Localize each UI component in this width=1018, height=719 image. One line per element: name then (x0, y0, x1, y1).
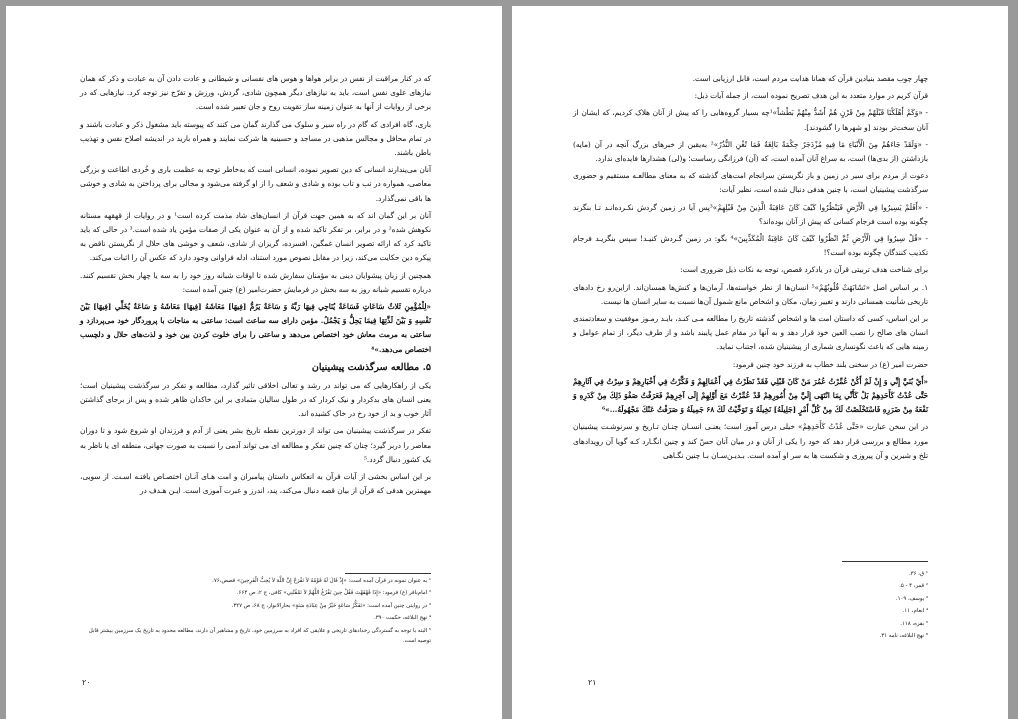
paragraph: در این سخن عبارت «حَتَّى عُدْتُ كَأَحَدِهِمْ» خیلی درس آموز است؛ یعنـی انسـان چنـان تـاریخ و سرنوشـت پیشینیان مورد مطالع و بررسی قرار دهد كه خود را یكی از آنان و در میان آنان حسّ كند و چنین انگـارد كـه گویا آن رویدادهای تلخ و شیرین و آن پیروزی و شكست ها به سر او آمده است. بـدیـن‌سـان بـا چنین نگـاهی (573, 422, 928, 460)
verse-item: - «أَفَلَمْ يَسِيرُوا فِي الْأَرْضِ فَيَنْظُرُوا كَيْفَ كَانَ عَاقِبَةُ الَّذِينَ مِنْ قَبْلِهِمْ»³پس آیا در زمین گردش نكـرده‌انـد تـا بنگرند چگونه بوده است فرجام كسانی كه پیش از آنان بوده‌اند؟ (573, 202, 928, 226)
right-page (512, 6, 1008, 719)
footnote-separator (842, 561, 928, 562)
footnote: ⁶ نهج البلاغه، نامه ۳۱. (879, 633, 928, 640)
right-page-body (573, 72, 928, 466)
paragraph: كه در كنار مراقبت از نفس در برابر هواها و هوس های نفسانی و شیطانی و عادت دادن آن به عبادت و ذكر كه همان نیازهای علوی نفس است، باید به نیازهای دیگر همچون شادی، گردش، ورزش و تفرّج نیز توجه كرد. نیازهایی كه در برخی از روایات از آنها به عنوان زمینه ساز تقویت روح و جان تعبیر شده است. (80, 74, 431, 112)
footnote: ¹ به عنوان نمونه در قرآن آمده است: «إِذْ قَالَ لَهُ قَوْمُهُ لاَ تَفْرَحْ إِنَّ اللَّهَ لاَ يُحِبُّ الْفَرِحِينَ» قصص،۷۶. (212, 578, 431, 584)
footnote: ⁴ انعام، ۱۱. (902, 608, 928, 615)
paragraph: ۱. بر اساس اصل «تَشَابَهَتْ قُلُوبُهُمْ»⁵ انسان‌ها از نظر خواسته‌ها، آرمان‌ها و كنش‌ها همسان‌اند. ازاین‌رو رخ دادهای تاریخی شأنیت همسانی دارند و تغییر زمان، مكان و اشخاص مانع شمول آن‌ها نسبت به سایر انسان ها نیست. (573, 282, 928, 306)
footnote: ⁵ البته با توجه به گستردگی رخدادهای تاریخی و علایقی كه افراد به سرزمین خود، تاریخ و مشاهیر آن دارند، مطالعه محدود به تاریخ یک سرزمین بیشتر قابل توصیه است. (88, 627, 431, 645)
paragraph: دعوت از مردم برای سیر در زمین و باز نگریستن سرانجام امت‌های گذشته كه به معنای مطالعـه مستقیم و حضوری سرگذشت پیشینیان است، با چنین هدفی دنبال شده است، نظیر آیات: (573, 171, 928, 195)
paragraph: یكی از راهكارهایی كه می تواند در رشد و تعالی اخلاقی تاثیر گذارد، مطالعه و تفكر در سرگذشت پیشینیان است؛ یعنی انسان های بدكردار و نیک كردار كه در طول سالیان متمادی بر این خاكدان ظاهر شده و پس از برجای گذاشتن آثار خوب و بد از خود رخ در خاک كشیده اند. (80, 380, 432, 419)
page-number: ۲۱ (588, 678, 597, 687)
paragraph: آنان بر این گمان اند كه به همین جهت قرآن از انسان‌های شاد مذمت كرده است¹ و در روایات از قهقهه مستانه نكوهش شده² و در برابر، بر تفكر تاكید شده و از آن به عنوان یكی از صفات مؤمن یاد شده است.³ در حالی كه باید تاكید كرد كه ارائه تصویر انسان غمگین، افسرده، گریزان از شادی، شعف و خوشی های حلال از نگریستن ناقص به پیكره دین حكایت می‌كند، زیرا در مقابل نصوص مورد استناد، ادله فراوانی وجود دارد كه عكس آن را اثبات می‌كند. (80, 210, 432, 263)
paragraph: حضرت امیر (ع) در سخنی بلند خطاب به فرزند خود چنین فرمود: (732, 359, 928, 369)
footnote: ³ در روایتی چنین آمده است: «تَفَكُّرُ سَاعَةٍ خَيْرٌ مِنْ عِبَادَةِ سَنَةٍ» بحارالانوار، ج ۶۸، ص ۳۲۷. (231, 602, 431, 609)
paragraph: قرآن كریم در موارد متعدد به این هدف تصریح نموده است، از جمله آیات ذیل: (694, 91, 928, 101)
footnotes (80, 576, 431, 648)
paragraph: همچنین از زبان پیشوایان دینی به مؤمنان سفارش شده تا اوقات شبانه روز خود را به سه یا چهار بخش تقسیم كنند. درباره تقسیم شبانه روز به سه بخش در فرمایش حضرت‌امیر (ع) چنین آمده است: (80, 270, 431, 294)
footnote-separator (345, 573, 431, 574)
paragraph: بر این اساس بخشی از آیات قرآن به انعكاس داستان پیامبران و امت هـای آنـان اختصـاص یافتـه اسـت. از سویی، مهمترین هدفی كه قرآن از بیان قصه دنبال می‌كند، پند، اندرز و عبرت آموزی است. ایـن هـدف در (80, 472, 431, 496)
paragraph: بر این اساس، كسی كه داستان امت ها و اشخاص گذشته تاریخ را مطالعه مـی كنـد، بایـد رمـوز موفقیت و سعادتمندی انسان های صالح را نصب العین خود قرار دهد و به آنها در مقام عمل پایبند باشد و از طرف دیگر، از تمام عوامل و زمینه هایی كه باعث نگونساری شماری از پیشینیان شده، اجتناب نماید. (573, 314, 928, 352)
paragraph: برای شناخت هدف تربیتی قرآن در یادكرد قصص، توجه به نكات ذیل ضروری است: (680, 265, 928, 275)
paragraph: آنان می‌پندارند انسانی كه دین تصویر نموده، انسانی است كه به‌خاطر توجه به عظمت باری و خُردی اطاعت و بزرگی معاصی، همواره در تب و تاب بوده و شادی و شعف را از او گرفته می‌شود و مجالی برای پرداختن به شادی و خوشی ها باقی نمی‌گذارد. (80, 165, 431, 203)
paragraph: تفكر در سرگذشت پیشینیان می تواند از دورترین نقطه تاریخ بشر یعنی از آدم و فرزندان او شروع شود و تا دوران معاصر را دربر گیرد؛ چنان كه چنین تفكر و مطالعه ای می تواند آدمی را نسبت به صورت جهانی، منطقه ای یا ناظر به یک كشور دنبال گردد.⁵ (80, 426, 431, 464)
verse-item: - «وَلَقَدْ جَاءَهُمْ مِنَ الْأَنْبَاءِ مَا فِيهِ مُزْدَجَرٌ حِكْمَةٌ بَالِغَةٌ فَمَا تُغْنِ النُّذُرُ»² به‌یقین از خبرهای بزرگ آنچه در آن (مایه) بازداشتن (از بدی‌ها) است، به سراغ آنان آمده است، كه (آن) فرزانگی رساست؛ و(لی) هشدارها فایده‌ای ندارد. (573, 139, 928, 164)
paragraph: باری، گاه افرادی كه گام در راه سیر و سلوک می گذارند گمان می كنند كه پیوسته باید مشغول ذكر و عبادت باشند و در تمام محافل و مجالس مذهبی در مساجد و حسینیه ها شركت نمایند و همراه بارید در اندیشه اصلاح نفس و تهذیب باطن باشند. (80, 119, 431, 158)
footnote: ⁴ نهج البلاغه، حكمت ۳۹۰. (373, 615, 431, 622)
verse-item: - «وَكَمْ أَهْلَكْنَا قَبْلَهُمْ مِنْ قَرْنٍ هُمْ أَشَدُّ مِنْهُمْ بَطْشاً»¹چه بسیار گروه‌هایی را كه پیش از آنان هلاک كردیم، كه ایشان از آنان سخت‌تر بودند [و شهرها را گشودند]. (573, 108, 928, 132)
footnote: ¹ ق، ۳۶. (908, 571, 928, 577)
left-page-body (80, 72, 431, 501)
footnote: ⁵ بقره، ۱۱۸. (900, 620, 928, 627)
footnotes (573, 569, 928, 643)
footnote: ³ یوسف، ۱۰۹. (895, 595, 928, 602)
section-heading: ۵. مطالعه سرگذشت پیشینیان (311, 361, 431, 373)
hadith-quote: «لِلْمُؤْمِنِ ثَلاثُ سَاعَاتٍ فَسَاعَةٌ يُنَاجِي فِيهَا رَبَّهُ وَ سَاعَةٌ يَرُمُّ [فِيهَا] مَعَاشَهُ [فِيهَا] مَعَاشَهُ وَ سَاعَةٌ يُخَلِّي [فِيهَا] بَيْنَ نَفْسِهِ وَ بَيْنَ لَذَّتِهَا فِيمَا يَحِلُّ وَ يَجْمُلُ. مؤمن دارای سه ساعت است: ساعتی به مناجات با پروردگار خود می‌پردازد و ساعتی به مرمت معاش خود اختصاص می‌دهد و ساعتی را برای خلوت كردن بین خود و لذت‌های حلال و دلچسب اختصاص می‌دهد.»⁴ (80, 302, 431, 354)
paragraph: چهار چوب مقصد بنیادین قرآن كه همانا هدایت مردم است، قابل ارزیابی است. (692, 74, 928, 83)
page-number: ۲۰ (82, 678, 91, 687)
hadith-quote: «أَيْ بُنَيَّ إِنِّي وَ إِنْ لَمْ أَكُنْ عُمِّرْتُ عُمُرَ مَنْ كَانَ قَبْلِي فَقَدْ نَظَرْتُ فِي أَعْمَالِهِمْ وَ فَكَّرْتُ فِي أَخْبَارِهِمْ وَ سِرْتُ فِي آثَارِهِمْ حَتَّى عُدْتُ كَأَحَدِهِمْ بَلْ كَأَنِّي بِمَا انْتَهَى إِلَيَّ مِنْ أُمُورِهِمْ قَدْ عُمِّرْتُ مَعَ أَوَّلِهِمْ إِلَى آخِرِهِمْ فَعَرَفْتُ صَفْوَ ذَلِكَ مِنْ كَدَرِهِ وَ نَفْعَهُ مِنْ ضَرَرِهِ فَاسْتَخْلَصْتُ لَكَ مِنْ كُلِّ أَمْرٍ [جَلِيلَهُ] نَخِيلَهُ وَ تَوَخَّيْتُ لَكَ ۶۸ جَمِيلَهُ وَ صَرَفْتُ عَنْكَ مَجْهُولَهُ...»⁶ (573, 376, 928, 415)
footnote: ² قمر، ۴ - ۵. (899, 583, 928, 590)
footnote: ² امام‌باقر (ع) فرمود: «إِذَا قَهْقَهْتَ فَقُلْ حِينَ تَفْرُغُ اللَّهُمَّ لاَ تَمْقُتْنِي» كافی، ج ۲، ص ۶۶۴. (236, 590, 431, 597)
left-page (6, 6, 502, 719)
verse-item: - «قُلْ سِيرُوا فِي الْأَرْضِ ثُمَّ انْظُرُوا كَيْفَ كَانَ عَاقِبَةُ الْمُكَذِّبِينَ»⁴ بگو: در زمین گـردش كنیـد! سپس بنگریـد فرجام تكذیب كنندگان چگونه بوده است؟! (573, 234, 928, 258)
